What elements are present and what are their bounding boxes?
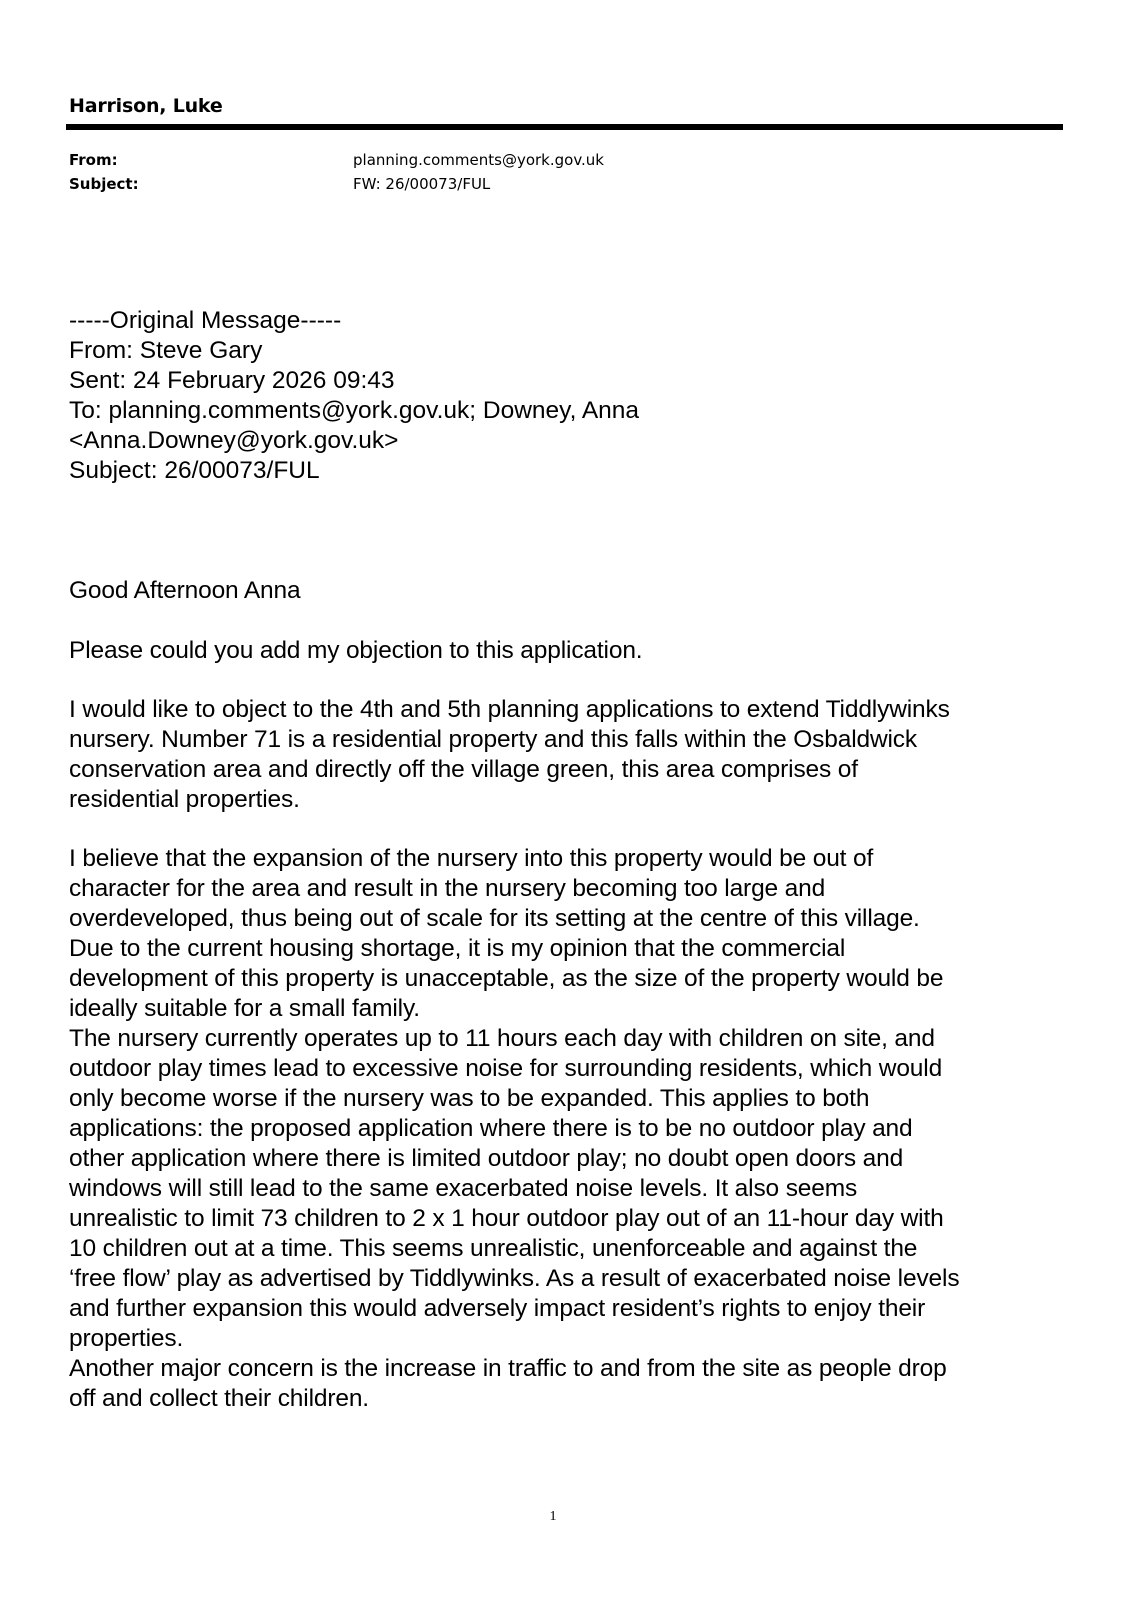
- page-number: 1: [549, 1509, 557, 1524]
- greeting-text: Good Afternoon Anna: [69, 577, 301, 604]
- paragraph-line: ‘free flow’ play as advertised by Tiddlywinks. As a result of exacerbated noise levels: [69, 1265, 960, 1292]
- original-subject: Subject: 26/00073/FUL: [69, 457, 320, 484]
- original-from: From: Steve Gary: [69, 337, 263, 364]
- recipient-name: Harrison, Luke: [69, 95, 223, 117]
- meta-subject-label: Subject:: [69, 175, 139, 193]
- original-message-separator: -----Original Message-----: [69, 307, 342, 334]
- paragraph-line: nursery. Number 71 is a residential property and this falls within the Osbaldwick: [69, 726, 918, 753]
- paragraph-line: I would like to object to the 4th and 5th planning applications to extend Tiddlywinks: [69, 696, 950, 723]
- meta-subject-value: FW: 26/00073/FUL: [353, 175, 491, 193]
- greeting: [69, 576, 1059, 606]
- paragraph-line: Due to the current housing shortage, it is my opinion that the commercial: [69, 935, 846, 962]
- paragraph-1: [69, 695, 1059, 815]
- header-rule-divider: [66, 124, 1063, 130]
- meta-from-value: planning.comments@york.gov.uk: [353, 151, 604, 169]
- paragraph-line: I believe that the expansion of the nursery into this property would be out of: [69, 845, 874, 872]
- paragraph-line: character for the area and result in the nursery becoming too large and: [69, 875, 826, 902]
- paragraph-line: off and collect their children.: [69, 1385, 369, 1412]
- request-text: Please could you add my objection to this application.: [69, 637, 643, 664]
- paragraph-line: and further expansion this would adversely impact resident’s rights to enjoy their: [69, 1295, 926, 1322]
- paragraph-line: ideally suitable for a small family.: [69, 995, 420, 1022]
- paragraph-line: unrealistic to limit 73 children to 2 x 1 hour outdoor play out of an 11-hour day with: [69, 1205, 944, 1232]
- paragraph-line: properties.: [69, 1325, 184, 1352]
- paragraph-line: residential properties.: [69, 786, 300, 813]
- paragraph-line: development of this property is unacceptable, as the size of the property would be: [69, 965, 944, 992]
- paragraph-line: conservation area and directly off the village green, this area comprises of: [69, 756, 858, 783]
- paragraph-2: [69, 844, 1059, 1414]
- paragraph-line: 10 children out at a time. This seems unrealistic, unenforceable and against the: [69, 1235, 918, 1262]
- original-message-header: [69, 306, 639, 486]
- paragraph-line: windows will still lead to the same exacerbated noise levels. It also seems: [69, 1175, 858, 1202]
- original-to: To: planning.comments@york.gov.uk; Downey, Anna: [69, 397, 640, 424]
- paragraph-line: other application where there is limited outdoor play; no doubt open doors and: [69, 1145, 904, 1172]
- paragraph-line: Another major concern is the increase in traffic to and from the site as people drop: [69, 1355, 947, 1382]
- request: [69, 636, 1059, 666]
- meta-from-label: From:: [69, 151, 118, 169]
- original-sent: Sent: 24 February 2026 09:43: [69, 367, 395, 394]
- paragraph-line: outdoor play times lead to excessive noise for surrounding residents, which would: [69, 1055, 943, 1082]
- paragraph-line: only become worse if the nursery was to be expanded. This applies to both: [69, 1085, 870, 1112]
- paragraph-line: applications: the proposed application where there is to be no outdoor play and: [69, 1115, 913, 1142]
- paragraph-line: overdeveloped, thus being out of scale for its setting at the centre of this village.: [69, 905, 920, 932]
- paragraph-line: The nursery currently operates up to 11 hours each day with children on site, and: [69, 1025, 935, 1052]
- original-to-continued: <Anna.Downey@york.gov.uk>: [69, 427, 399, 454]
